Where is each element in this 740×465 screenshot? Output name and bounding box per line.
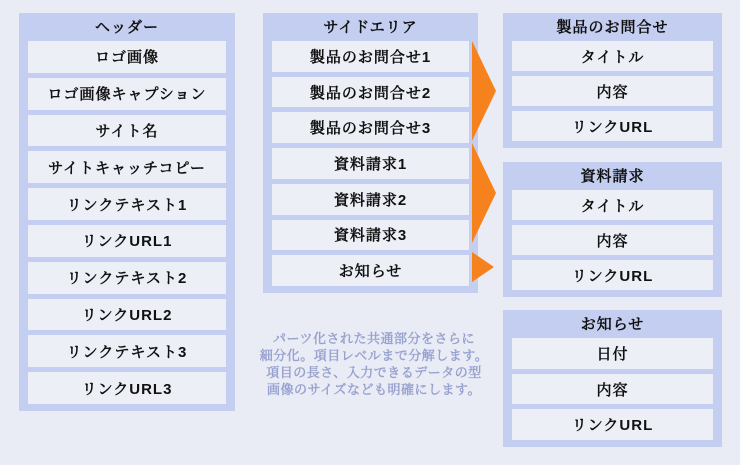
news-item-content: 内容 <box>512 374 713 405</box>
header-item-link-url-2: リンクURL2 <box>28 299 226 331</box>
product-inquiry-item-content: 内容 <box>512 76 713 106</box>
product-inquiry-panel <box>503 13 722 148</box>
side-item-product-inquiry-3: 製品のお問合せ3 <box>272 112 469 143</box>
flow-arrow-news-icon <box>472 252 494 282</box>
annotation-note-line-2: 細分化。項目レベルまで分解します。 <box>259 348 489 363</box>
product-inquiry-items <box>503 39 722 148</box>
product-inquiry-title: 製品のお問合せ <box>556 18 669 36</box>
news-item-link-url: リンクURL <box>512 409 713 440</box>
side-item-document-request-3: 資料請求3 <box>272 220 469 251</box>
product-inquiry-item-title: タイトル <box>512 41 713 71</box>
header-column-panel <box>19 13 235 411</box>
document-request-item-link-url: リンクURL <box>512 260 713 290</box>
header-item-link-text-2: リンクテキスト2 <box>28 262 226 294</box>
news-item-date: 日付 <box>512 338 713 369</box>
side-item-document-request-2: 資料請求2 <box>272 184 469 215</box>
side-item-product-inquiry-2: 製品のお問合せ2 <box>272 77 469 108</box>
news-panel <box>503 310 722 447</box>
header-item-link-url-1: リンクURL1 <box>28 225 226 257</box>
header-item-logo-caption: ロゴ画像キャプション <box>28 78 226 110</box>
document-request-item-content: 内容 <box>512 225 713 255</box>
header-column-items <box>19 39 235 411</box>
header-item-link-url-3: リンクURL3 <box>28 372 226 404</box>
side-area-title: サイドエリア <box>323 18 418 36</box>
document-request-panel <box>503 162 722 297</box>
news-items <box>503 336 722 447</box>
annotation-note-line-4: 画像のサイズなども明確にします。 <box>267 382 481 397</box>
header-item-logo-image: ロゴ画像 <box>28 41 226 73</box>
document-request-title: 資料請求 <box>580 167 645 185</box>
flow-arrow-document-request-icon <box>472 143 496 243</box>
annotation-note <box>254 330 494 398</box>
product-inquiry-item-link-url: リンクURL <box>512 111 713 141</box>
side-item-news: お知らせ <box>272 255 469 286</box>
side-item-document-request-1: 資料請求1 <box>272 148 469 179</box>
header-column-title: ヘッダー <box>94 18 159 36</box>
header-item-link-text-3: リンクテキスト3 <box>28 335 226 367</box>
annotation-note-line-3: 項目の長さ、入力できるデータの型 <box>266 365 482 380</box>
flow-arrow-product-inquiry-icon <box>472 41 496 141</box>
document-request-items <box>503 188 722 297</box>
side-area-panel <box>263 13 478 293</box>
side-item-product-inquiry-1: 製品のお問合せ1 <box>272 41 469 72</box>
document-request-item-title: タイトル <box>512 190 713 220</box>
annotation-note-line-1: パーツ化された共通部分をさらに <box>273 331 475 346</box>
header-item-site-catchcopy: サイトキャッチコピー <box>28 151 226 183</box>
side-area-items <box>263 39 478 293</box>
header-item-site-name: サイト名 <box>28 115 226 147</box>
header-item-link-text-1: リンクテキスト1 <box>28 188 226 220</box>
news-title: お知らせ <box>580 315 645 333</box>
